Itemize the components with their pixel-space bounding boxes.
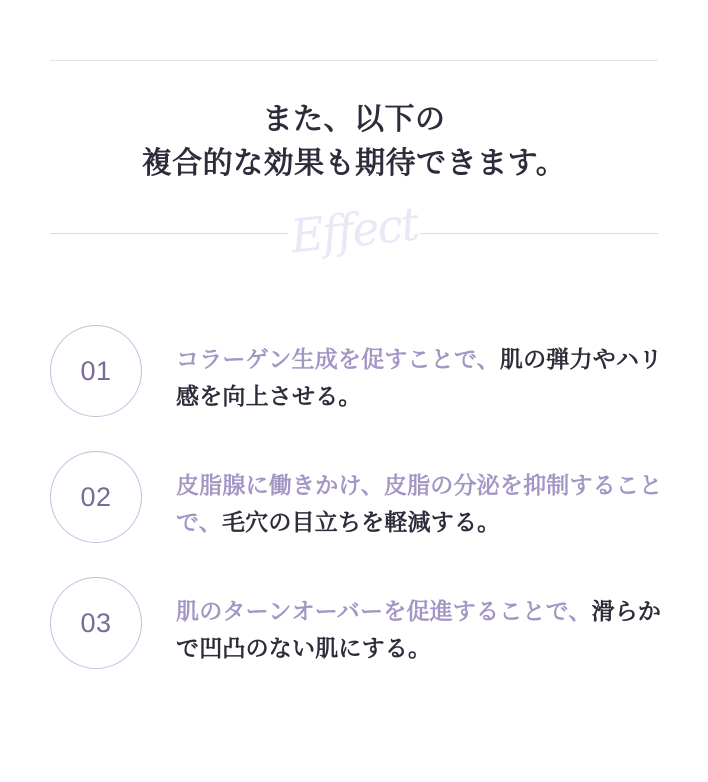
divider-rule-left xyxy=(50,233,288,234)
item-text-dark: 肌の弾力やハリ感を向上させる。 xyxy=(176,346,663,410)
page-title xyxy=(0,98,708,185)
script-word-effect: Effect xyxy=(287,196,420,264)
page-title-line-2: 複合的な効果も期待できます。 xyxy=(141,146,567,180)
item-text-accent: 皮脂腺に働きかけ、皮脂の分泌を抑制することで、 xyxy=(176,472,663,536)
item-number-badge: 02 xyxy=(50,451,142,543)
list-item xyxy=(50,577,670,669)
item-text-accent: 肌のターンオーバーを促進することで、 xyxy=(176,598,592,624)
page-title-line-1: また、以下の xyxy=(262,103,446,136)
item-text-accent: コラーゲン生成を促すことで、 xyxy=(176,346,500,372)
top-divider xyxy=(50,60,658,61)
effect-list xyxy=(50,325,670,703)
list-item xyxy=(50,451,670,543)
list-item xyxy=(50,325,670,417)
item-number-badge: 01 xyxy=(50,325,142,417)
item-number-badge: 03 xyxy=(50,577,142,669)
item-text-dark: 毛穴の目立ちを軽減する。 xyxy=(221,509,501,536)
item-text xyxy=(176,577,670,668)
item-text xyxy=(176,325,670,416)
divider-rule-right xyxy=(420,233,658,234)
item-text-dark: 滑らかで凹凸のない肌にする。 xyxy=(176,598,662,662)
item-text xyxy=(176,451,670,542)
script-divider xyxy=(50,196,658,275)
